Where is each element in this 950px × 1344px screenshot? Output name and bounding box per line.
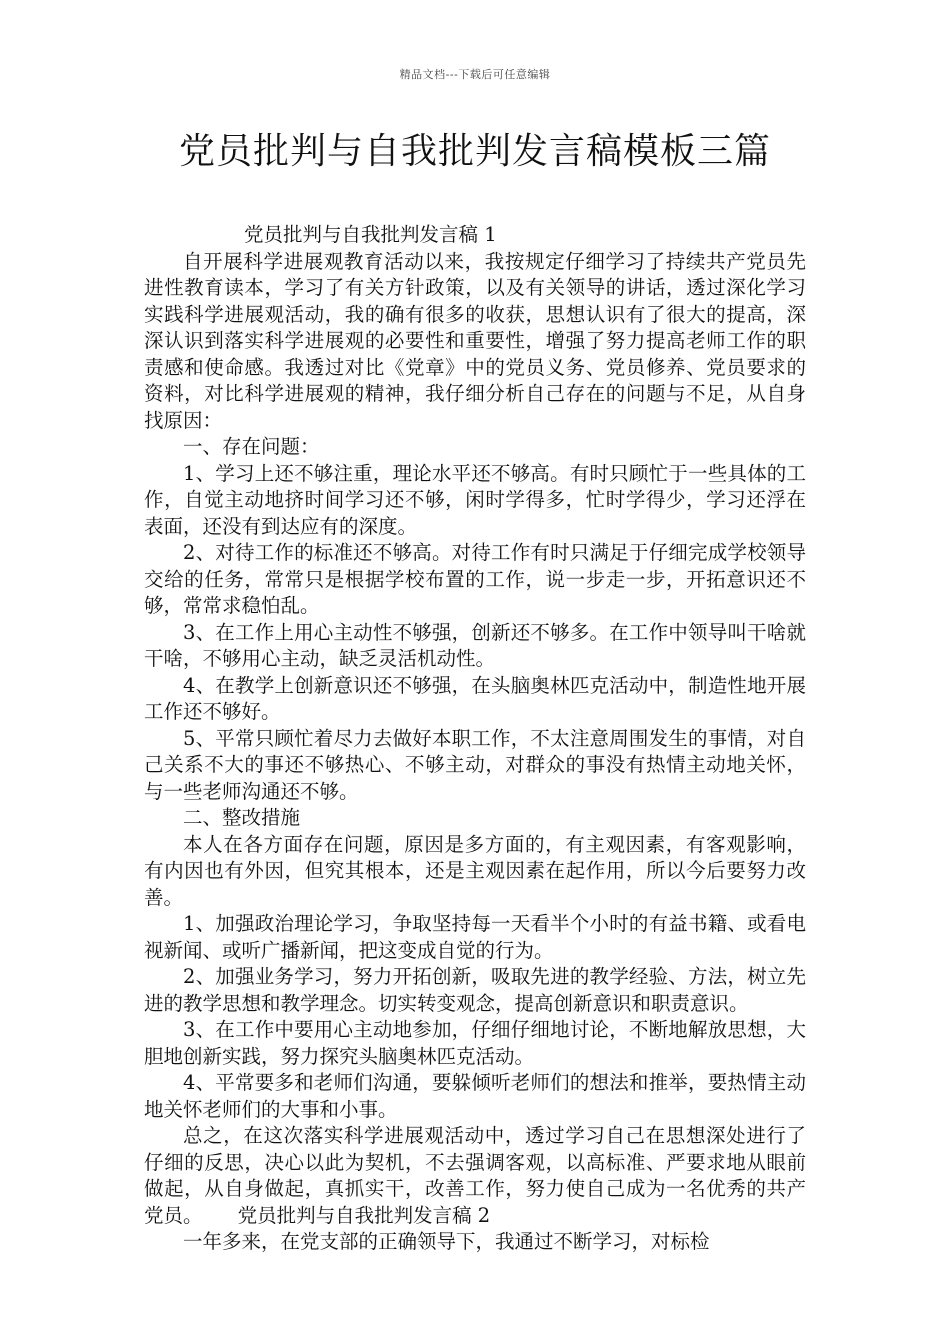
paragraph-second-speech-start: 一年多来，在党支部的正确领导下，我通过不断学习，对标检 [183, 1230, 710, 1253]
paragraph-measures-intro: 本人在各方面存在问题，原因是多方面的，有主观因素，有客观影响，有内因也有外因，但究其根本，还是主观因素在起作用，所以今后要努力改善。 [144, 832, 806, 909]
section-subtitle-2: 党员批判与自我批判发言稿 2 [237, 1203, 491, 1227]
paragraph-problem-3: 3、在工作上用心主动性不够强，创新还不够多。在工作中领导叫干啥就干啥，不够用心主动，缺乏灵活机动性。 [144, 620, 806, 670]
heading-problems: 一、存在问题： [183, 435, 320, 458]
paragraph-measure-4: 4、平常要多和老师们沟通，要躲倾听老师们的想法和推举，要热情主动地关怀老师们的大事和小事。 [144, 1071, 806, 1121]
paragraph-problem-5: 5、平常只顾忙着尽力去做好本职工作，不太注意周围发生的事情，对自己关系不大的事还不够热心、不够主动，对群众的事没有热情主动地关怀，与一些老师沟通还不够。 [144, 726, 806, 803]
paragraph-problem-4: 4、在教学上创新意识还不够强，在头脑奥林匹克活动中，制造性地开展工作还不够好。 [144, 673, 806, 723]
closing-text: 总之，在这次落实科学进展观活动中，透过学习自己在思想深处进行了仔细的反思，决心以此为契机，不去强调客观，以高标准、严要求地从眼前做起，从自身做起，真抓实干，改善工作，努力使自己成为一名优秀的共产党员。 [144, 1124, 806, 1227]
paragraph-problem-2: 2、对待工作的标准还不够高。对待工作有时只满足于仔细完成学校领导交给的任务，常常只是根据学校布置的工作，说一步走一步，开拓意识还不够，常常求稳怕乱。 [144, 541, 806, 617]
paragraph-closing [144, 1123, 806, 1229]
paragraph-measure-2: 2、加强业务学习，努力开拓创新，吸取先进的教学经验、方法，树立先进的教学思想和教学理念。切实转变观念，提高创新意识和职责意识。 [144, 965, 806, 1015]
section-subtitle-1: 党员批判与自我批判发言稿 1 [244, 223, 497, 246]
document-body [144, 222, 806, 1256]
paragraph-measure-1: 1、加强政治理论学习，争取坚持每一天看半个小时的有益书籍、或看电视新闻、或听广播新闻，把这变成自觉的行为。 [144, 912, 806, 962]
header-note: 精品文档---下载后可任意编辑 [399, 68, 551, 81]
paragraph-intro: 自开展科学进展观教育活动以来，我按规定仔细学习了持续共产党员先进性教育读本，学习了有关方针政策，以及有关领导的讲话，透过深化学习实践科学进展观活动，我的确有很多的收获，思想认识有了很大的提高，深深认识到落实科学进展观的必要性和重要性，增强了努力提高老师工作的职责感和使命感。我透过对比《党章》中的党员义务、党员修养、党员要求的资料，对比科学进展观的精神，我仔细分析自己存在的问题与不足，从自身找原因： [144, 249, 806, 432]
heading-measures: 二、整改措施 [183, 806, 301, 829]
paragraph-measure-3: 3、在工作中要用心主动地参加，仔细仔细地讨论，不断地解放思想，大胆地创新实践，努力探究头脑奥林匹克活动。 [144, 1018, 806, 1068]
document-title: 党员批判与自我批判发言稿模板三篇 [178, 131, 771, 172]
paragraph-problem-1: 1、学习上还不够注重，理论水平还不够高。有时只顾忙于一些具体的工作，自觉主动地挤时间学习还不够，闲时学得多，忙时学得少，学习还浮在表面，还没有到达应有的深度。 [144, 461, 806, 538]
